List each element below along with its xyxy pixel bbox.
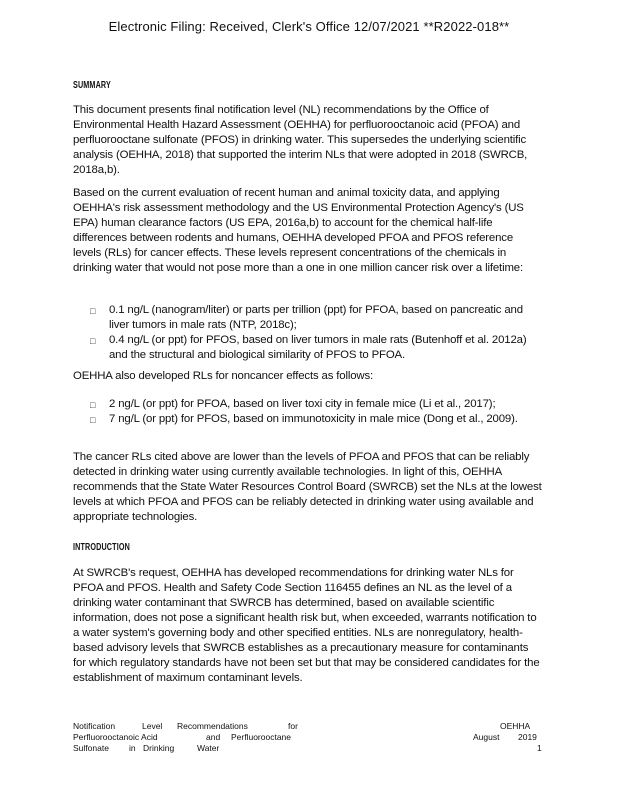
footer-text: Sulfonate <box>73 743 109 753</box>
footer-text: Notification <box>73 721 116 731</box>
summary-paragraph-4: The cancer RLs cited above are lower than the levels of PFOA and PFOS that can be reliably detected in drinking water using currently available technologies. In light of this, OEHHA recommends that the State Water Resources Control Board (SWRCB) set the NLs at the lowest levels at which PFOA and PFOS can be reliably detected in drinking water using available and appropriate technologies. <box>73 451 542 523</box>
list-item <box>90 303 540 333</box>
bullet-icon: □ <box>90 415 96 425</box>
footer-row-1 <box>73 721 543 732</box>
summary-heading: SUMMARY <box>73 80 111 91</box>
footer-row-3 <box>73 743 543 754</box>
introduction-paragraph-1: At SWRCB's request, OEHHA has developed recommendations for drinking water NLs for PFOA and PFOS. Health and Safety Code Section 116455 defines an NL as the level of a drinking water contaminant that SWRCB has determined, based on available scientific information, does not pose a significant health risk but, when exceeded, warrants notification to a water system's governing body and other specified entities. NLs are nonregulatory, health-based advisory levels that SWRCB establishes as a precautionary measure for contaminants for which regulatory standards have not been set but that may be considered candidates for the establishment of maximum contaminant levels. <box>73 567 540 684</box>
footer-text: and <box>206 732 221 742</box>
introduction-heading: INTRODUCTION <box>73 542 130 553</box>
footer-text: Water <box>197 743 220 753</box>
footer-text: Drinking <box>143 743 175 753</box>
noncancer-rl-list <box>90 397 540 427</box>
footer-text: Recommendations <box>177 721 248 731</box>
footer-text: for <box>288 721 298 731</box>
list-item-text: 0.4 ng/L (or ppt) for PFOS, based on liver tumors in male rats (Butenhoff et al. 2012a) and the structural and biological similarity of PFOS to PFOA. <box>109 334 527 361</box>
summary-paragraph-1: This document presents final notification level (NL) recommendations by the Office of Environmental Health Hazard Assessment (OEHHA) for perfluorooctanoic acid (PFOA) and perfluorooctane sulfonate (PFOS) in drinking water. This supersedes the underlying scientific analysis (OEHHA, 2018) that supported the interim NLs that were adopted in 2018 (SWRCB, 2018a,b). <box>73 104 528 176</box>
page-footer <box>73 721 543 754</box>
electronic-filing-header: Electronic Filing: Received, Clerk's Office 12/07/2021 **R2022-018** <box>108 19 510 34</box>
footer-text: Level <box>142 721 163 731</box>
footer-text: Perfluorooctanoic Acid <box>73 732 158 742</box>
list-item <box>90 412 540 427</box>
list-item <box>90 397 540 412</box>
footer-row-2 <box>73 732 543 743</box>
summary-paragraph-3: OEHHA also developed RLs for noncancer effects as follows: <box>73 370 374 382</box>
footer-text: in <box>129 743 136 753</box>
footer-page-number: 1 <box>537 743 542 753</box>
bullet-icon: □ <box>90 306 96 316</box>
bullet-icon: □ <box>90 400 96 410</box>
summary-paragraph-2: Based on the current evaluation of recent human and animal toxicity data, and applying OEHHA's risk assessment methodology and the US Environmental Protection Agency's (US EPA) human clearance factors (US EPA, 2016a,b) to account for the chemical half-life differences between rodents and humans, OEHHA developed PFOA and PFOS reference levels (RLs) for cancer effects. These levels represent concentrations of the chemicals in drinking water that would not pose more than a one in one million cancer risk over a lifetime: <box>73 187 524 274</box>
cancer-rl-list <box>90 303 540 363</box>
footer-text: OEHHA <box>500 721 531 731</box>
footer-text: August <box>473 732 500 742</box>
list-item-text: 2 ng/L (or ppt) for PFOA, based on liver toxi city in female mice (Li et al., 2017); <box>109 398 496 410</box>
bullet-icon: □ <box>90 336 96 346</box>
footer-text: 2019 <box>518 732 537 742</box>
list-item-text: 7 ng/L (or ppt) for PFOS, based on immunotoxicity in male mice (Dong et al., 2009). <box>109 413 518 425</box>
list-item-text: 0.1 ng/L (nanogram/liter) or parts per trillion (ppt) for PFOA, based on pancreatic and liver tumors in male rats (NTP, 2018c); <box>109 304 523 331</box>
list-item <box>90 333 540 363</box>
footer-text: Perfluorooctane <box>231 732 292 742</box>
